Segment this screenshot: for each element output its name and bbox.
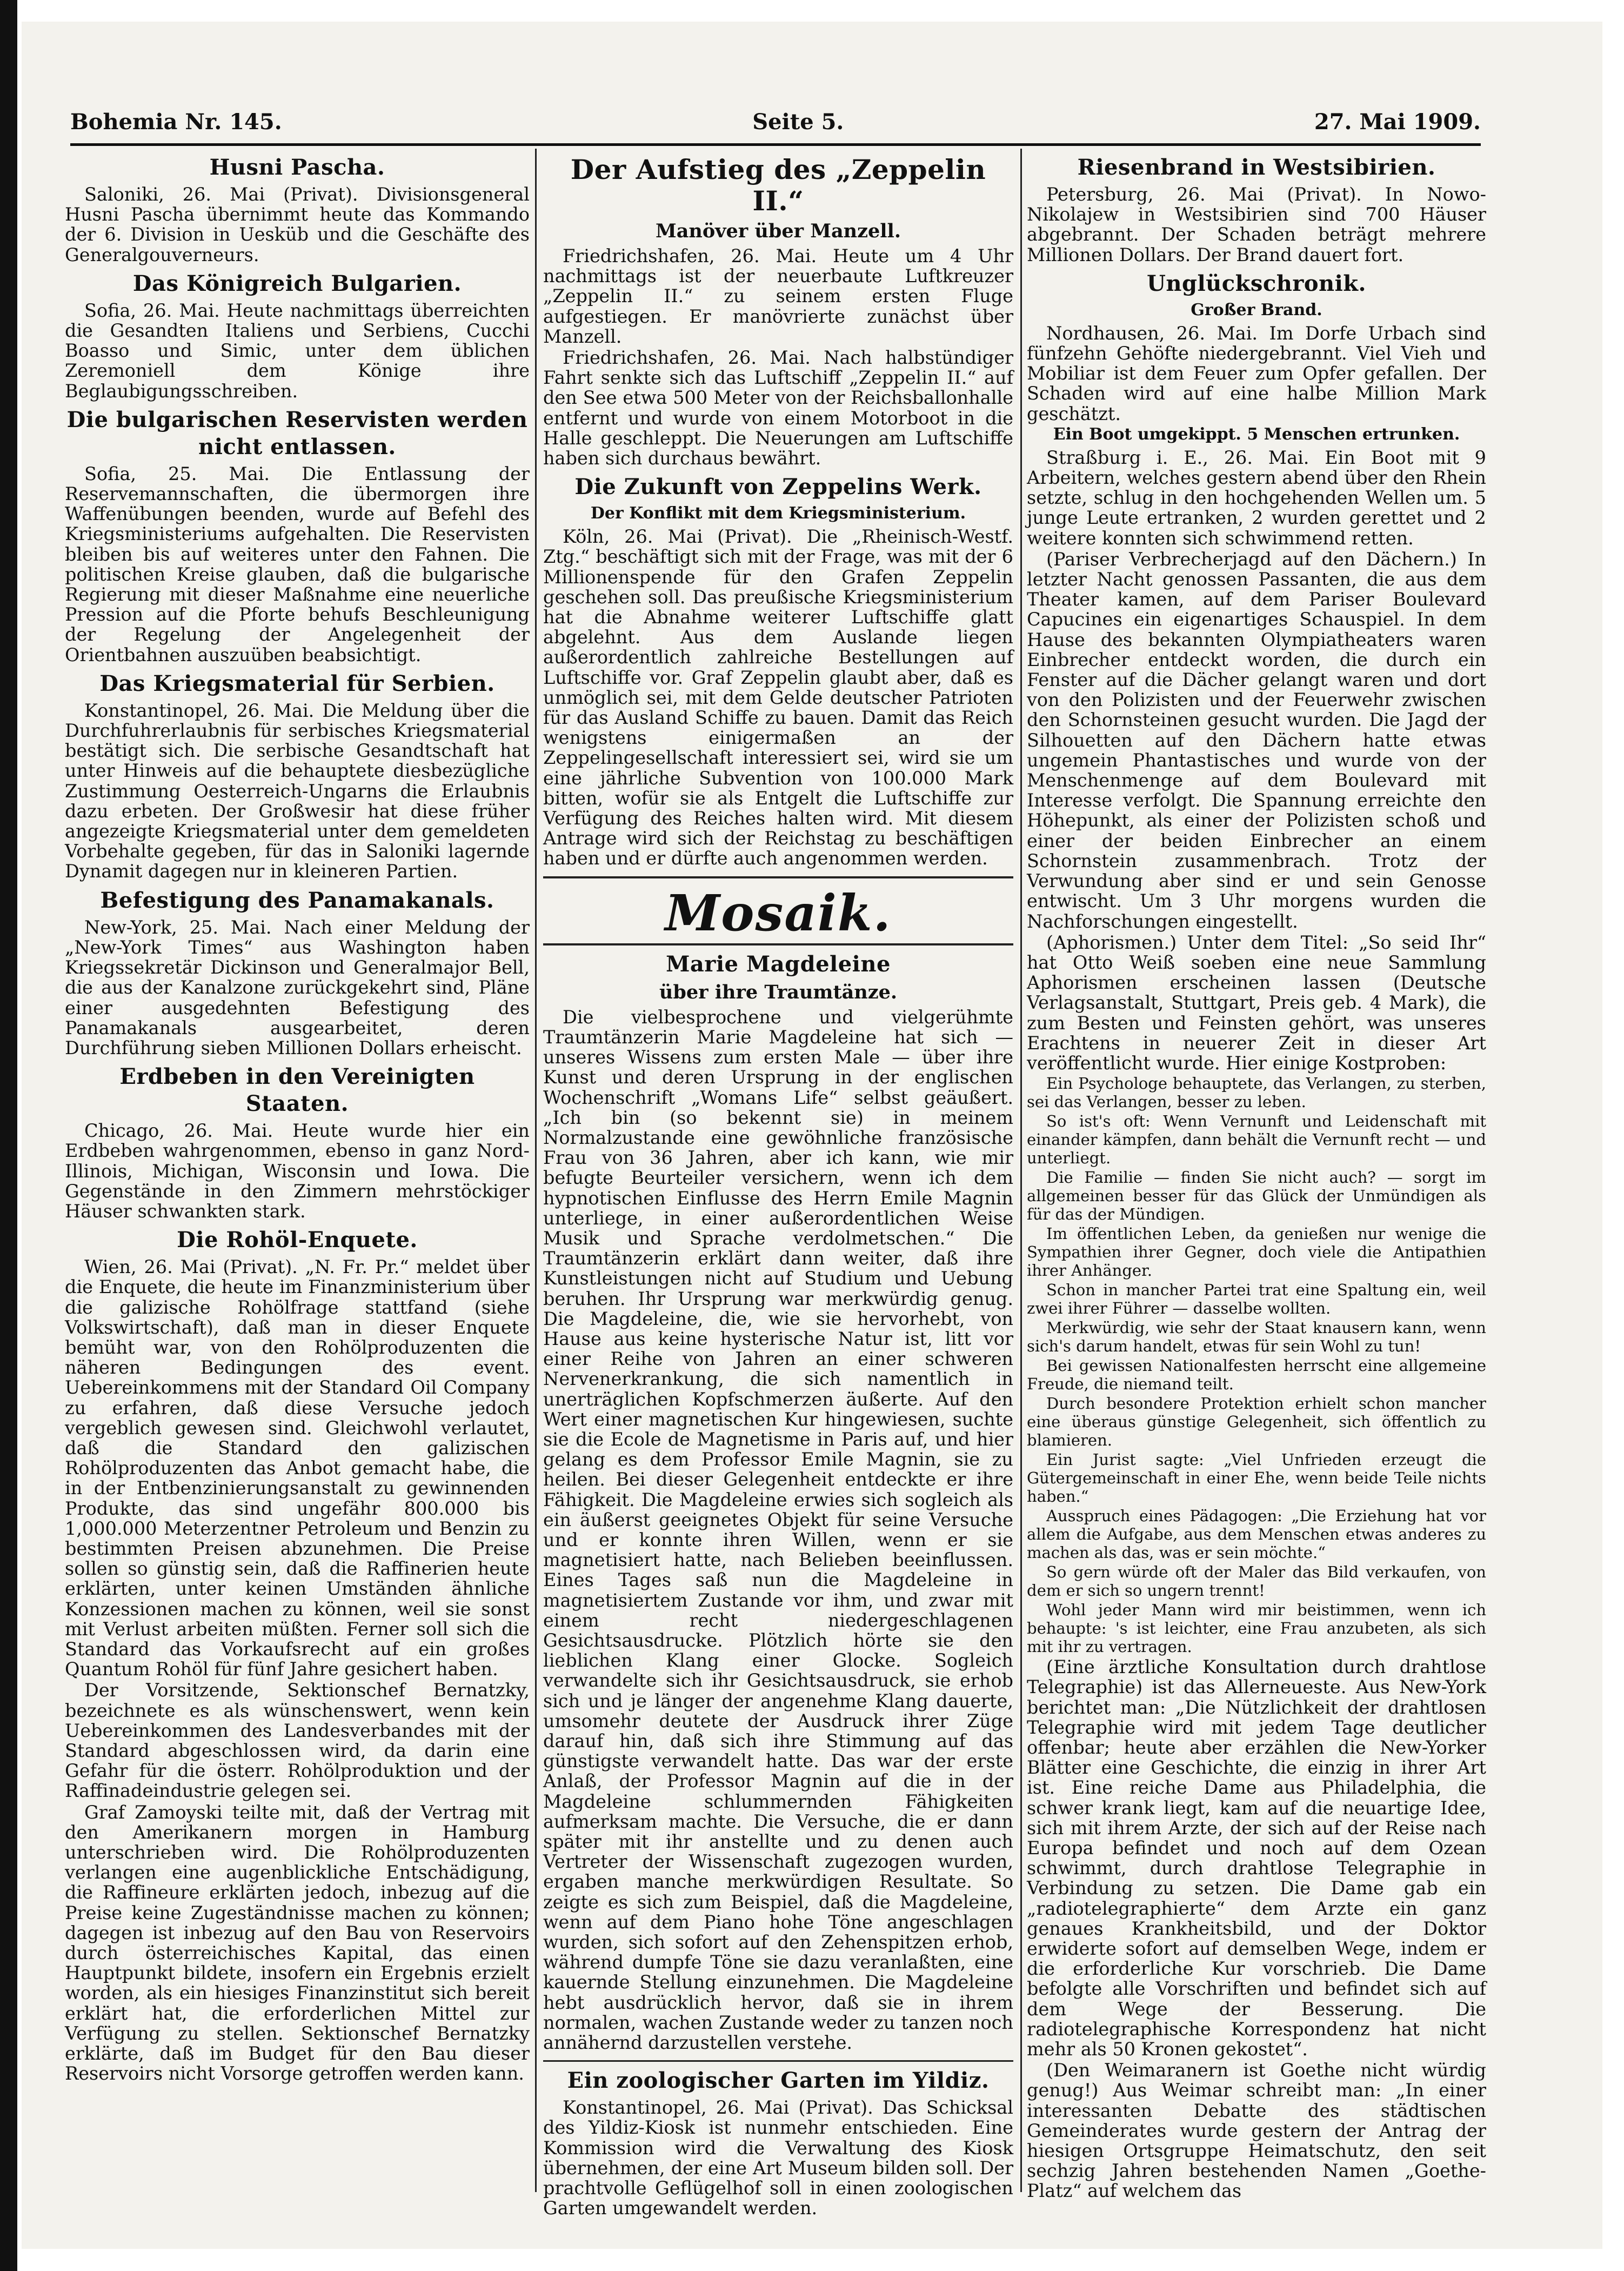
article-text: Die vielbesprochene und vielgerühmte Traumtänzerin Marie Magdeleine hat sich — unseres Wissens zum ersten Male — über ihre Kunst und deren Ursprung in der englischen Wochenschrift „Womans Life“ selbst geäußert. „Ich bin (so bekennt sie) in meinem Normalzustande eine gewöhnliche französische Frau von 36 Jahren, aber ich kann, wie mir befugte Beurteiler versichern, wenn ich dem hypnotischen Einflusse des Herrn Emile Magnin unterliege, in einer außerordentlichen Weise Musik und Sprache verdolmetschen.“ Die Traumtänzerin erklärt dann weiter, daß ihre Kunstleistungen nicht auf Studium und Uebung beruhen. Ihr Ursprung war merkwürdig genug. Die Magdeleine, die, wie sie hervorhebt, von Hause aus keine hysterische Natur ist, litt vor einer Reihe von Jahren an einer schweren Nervenerkrankung, die sich namentlich in unerträglichen Kopfschmerzen äußerte. Auf den Wert einer magnetischen Kur hingewiesen, suchte sie die Ecole de Magnetisme in Paris auf, und hier gelang es dem Professor Emile Magnin, sie zu heilen. Bei dieser Gelegenheit entdeckte er ihre Fähigkeit. Die Magdeleine erwies sich sogleich als ein äußerst geeignetes Objekt für seine Versuche und er konnte ihren Willen, wenn er sie magnetisiert hatte, nach Belieben beeinflussen. Eines Tages saß nun die Magdeleine in magnetisiertem Zustande vor ihm, und zwar mit einem recht niedergeschlagenen Gesichtsausdrucke. Plötzlich hörte sie den lieblichen Klang einer Glocke. Sogleich verwandelte sich ihr Gesichtsausdruck, sie erhob sich und je länger der angenehme Klang dauerte, umsomehr deutete der Ausdruck ihrer Züge darauf hin, daß sich ihre Stimmung auf das günstigste verwandelt hatte. Das war der erste Anlaß, der Professor Magnin auf die in der Magdeleine schlummernden Fähigkeiten aufmerksam machte. Die Versuche, die er dann später mit ihr anstellte und zu denen auch Vertreter der Wissenschaft zugezogen wurden, ergaben manche merkwürdigen Resultate. So zeigte es sich zum Beispiel, daß die Magdeleine, wenn auf dem Piano hohe Töne angeschlagen wurden, sich sofort auf den Zehenspitzen erhob, während dumpfe Töne sie dazu veranlaßten, eine kauernde Stellung einzunehmen. Die Magdeleine hebt ausdrücklich hervor, daß sie in ihrem normalen, wachen Zustande weder zu tanzen noch annähernd darzustellen verstehe. [543, 1006, 1013, 2054]
article-title: Riesenbrand in Westsibirien. [1077, 155, 1436, 180]
article-title: Befestigung des Panamakanals. [100, 887, 494, 913]
article-title: Das Kriegsmaterial für Serbien. [99, 670, 495, 696]
article-title: Das Königreich Bulgarien. [132, 270, 462, 296]
article-title: Die bulgarischen Reservisten werden nicht entlassen. [66, 407, 528, 459]
column-2 [543, 149, 1013, 2219]
article-text: (Pariser Verbrecherjagd auf den Dächern.) In letzter Nacht genossen Passanten, die aus dem Theater kamen, auf dem Pariser Boulevard Capucines ein eigenartiges Schauspiel. In dem Hause des bekannten Olympiatheaters waren Einbrecher entdeckt worden, die durch ein Fenster auf die Dächer gelangt waren und dort von den Polizisten und der Feuerwehr zwischen den Schornsteinen gesucht wurden. Die Jagd der Silhouetten auf den Dächern hatte etwas ungemein Phantastisches und wurde von der Menschenmenge auf dem Boulevard mit Interesse verfolgt. Die Spannung erreichte den Höhepunkt, als einer der Polizisten schoß und einer der beiden Einbrecher an einem Schornstein zusammenbrach. Trotz der Verwundung aber sind er und sein Genosse entwischt. Um 3 Uhr morgens wurden die Nachforschungen eingestellt. [1027, 548, 1486, 932]
article-subtitle: Ein Boot umgekippt. 5 Menschen ertrunken. [1053, 424, 1460, 444]
column-1 [65, 149, 530, 2203]
article-title: Erdbeben in den Vereinigten Staaten. [119, 1064, 475, 1117]
page-header [70, 103, 1481, 141]
article-text: Wien, 26. Mai (Privat). „N. Fr. Pr.“ meldet über die Enquete, die heute im Finanzministerium über die galizische Rohölfrage stattfand (siehe Volkswirtschaft), daß man in dieser Enquete bemüht war, von den Rohölproduzenten die näheren Bedingungen des event. Uebereinkommens mit der Standard Oil Company zu erfahren, daß diese Versuche jedoch vergeblich gewesen sind. Gleichwohl verlautet, daß die Standard den galizischen Rohölproduzenten das Anbot gemacht habe, die in der Entbenzinierungsanstalt zu gewinnenden Produkte, das sind ungefähr 800.000 bis 1,000.000 Meterzentner Petroleum und Benzin zu bestimmten Preisen abzunehmen. Die Preise sollen so günstig sein, daß die Raffinerien heute erklärten, unter keinen Umständen ähnliche Konzessionen machen zu können, weil sie sonst mit Verlust arbeiten müßten. Ferner soll sich die Standard das Vorkaufsrecht auf ein großes Quantum Rohöl für fünf Jahre gesichert haben. [65, 1256, 530, 1680]
article-title: Ein zoologischer Garten im Yildiz. [567, 2068, 990, 2094]
aphorism: Ein Jurist sagte: „Viel Unfrieden erzeugt die Gütergemeinschaft in einer Ehe, wenn beide Teile nichts haben.“ [1027, 1450, 1486, 1506]
article-text: Friedrichshafen, 26. Mai. Heute um 4 Uhr nachmittags ist der neuerbaute Luftkreuzer „Zeppelin II.“ zu seinem ersten Fluge aufgestiegen. Er manövrierte zunächst über Manzell. [543, 245, 1013, 347]
article-text: (Aphorismen.) Unter dem Titel: „So seid Ihr“ hat Otto Weiß soeben eine neue Sammlung Aphorismen erscheinen lassen (Deutsche Verlagsanstalt, Stuttgart, Preis geb. 4 Mark), die zum Besten und Feinsten gehört, was unseres Erachtens in neuerer Zeit in dieser Art veröffentlicht wurde. Hier einige Kostproben: [1027, 931, 1486, 1074]
aphorism: Bei gewissen Nationalfesten herrscht eine allgemeine Freude, die niemand teilt. [1027, 1356, 1486, 1394]
article-text: (Den Weimaranern ist Goethe nicht würdig genug!) Aus Weimar schreibt man: „In einer interessanten Debatte des städtischen Gemeinderates wurde gestern der Antrag der hiesigen Ortsgruppe Heimatschutz, den seit sechzig Jahren bestehenden Namen „Goethe-Platz“ auf welchem das [1027, 2060, 1486, 2202]
header-page-number: Seite 5. [752, 109, 844, 135]
header-rule [70, 143, 1481, 146]
aphorism: Im öffentlichen Leben, da genießen nur wenige die Sympathien ihrer Gegner, doch viele die Antipathien ihrer Anhänger. [1027, 1224, 1486, 1280]
article-subtitle: Großer Brand. [1191, 300, 1322, 319]
column-3 [1027, 149, 1486, 2203]
column-divider-2 [1020, 149, 1022, 2192]
article-title: Die Zukunft von Zeppelins Werk. [574, 474, 982, 500]
article-subtitle: über ihre Traumtänze. [659, 981, 898, 1003]
article-text: Friedrichshafen, 26. Mai. Nach halbstündiger Fahrt senkte sich das Luftschiff „Zeppelin II.“ auf den See etwa 500 Meter von der Reichsballonhalle entfernt und wurde von einem Motorboot in die Halle geschleppt. Die Neuerungen am Luftschiffe haben sich durchaus bewährt. [543, 347, 1013, 469]
aphorism: Durch besondere Protektion erhielt schon mancher eine überaus günstige Gelegenheit, sich öffentlich zu blamieren. [1027, 1394, 1486, 1450]
article-title: Unglückschronik. [1147, 270, 1366, 296]
header-date: 27. Mai 1909. [1314, 109, 1481, 135]
feuilleton-title: Mosaik. [665, 883, 892, 942]
section-rule [543, 2060, 1013, 2062]
aphorism: Ein Psychologe behauptete, das Verlangen, zu sterben, sei das Verlangen, besser zu leben. [1027, 1074, 1486, 1111]
article-text: (Eine ärztliche Konsultation durch drahtlose Telegraphie) ist das Allerneueste. Aus New-York berichtet man: „Die Nützlichkeit der drahtlosen Telegraphie wird mit jedem Tage deutlicher offenbar; heute aber erzählen die New-Yorker Blätter eine Geschichte, die einzig in ihrer Art ist. Eine reiche Dame aus Philadelphia, die schwer krank liegt, kam auf die neuartige Idee, sich mit ihrem Arzte, der sich auf der Reise nach Europa befindet und noch auf dem Ozean schwimmt, durch drahtlose Telegraphie in Verbindung zu setzen. Die Dame gab ein „radiotelegraphierte“ dem Arzte ein ganz genaues Krankheitsbild, und der Doktor erwiderte sofort auf demselben Wege, indem er die erforderliche Kur vorschrieb. Die Dame befolgte alle Vorschriften und befindet sich auf dem Wege der Besserung. Die radiotelegraphische Korrespondenz hat nicht mehr als 50 Kronen gekostet“. [1027, 1656, 1486, 2060]
aphorism: So ist's oft: Wenn Vernunft und Leidenschaft mit einander kämpfen, dann behält die Vernunft recht — und unterliegt. [1027, 1112, 1486, 1168]
article-text: Köln, 26. Mai (Privat). Die „Rheinisch-Westf. Ztg.“ beschäftigt sich mit der Frage, was mit der 6 Millionenspende für den Grafen Zeppelin geschehen soll. Das preußische Kriegsministerium hat die Abnahme weiterer Luftschiffe glatt abgelehnt. Aus dem Auslande liegen außerordentlich zahlreiche Bestellungen auf Luftschiffe vor. Graf Zeppelin glaubt aber, daß es unmöglich sei, mit dem Gelde deutscher Patrioten für das Ausland Schiffe zu bauen. Damit das Reich wenigstens einigermaßen an der Zeppelingesellschaft interessiert sei, wird sie um eine jährliche Subvention von 100.000 Mark bitten, wofür sie als Entgelt die Luftschiffe zur Verfügung des Reiches halten wird. Mit diesem Antrage wird sich der Reichstag zu beschäftigen haben und er dürfte auch angenommen werden. [543, 526, 1013, 869]
article-title: Marie Magdeleine [666, 951, 891, 977]
article-text: Konstantinopel, 26. Mai (Privat). Das Schicksal des Yildiz-Kiosk ist nunmehr entschieden. Eine Kommission wird die Verwaltung des Kiosk übernehmen, der eine Art Museum bilden soll. Der prachtvolle Geflügelhof soll in einen zoologischen Garten umgewandelt werden. [543, 2097, 1013, 2219]
article-text: Graf Zamoyski teilte mit, daß der Vertrag mit den Amerikanern morgen in Hamburg unterschrieben wird. Die Rohölproduzenten verlangen eine augenblickliche Entschädigung, die Raffineure erklärten jedoch, inbezug auf die Preise keine Zugeständnisse machen zu können; dagegen ist inbezug auf den Bau von Reservoirs durch österreichisches Kapital, das einen Hauptpunkt bildete, insofern ein Ergebnis erzielt worden, als ein hiesiges Finanzinstitut sich bereit erklärt hat, die erforderlichen Mittel zur Verfügung zu stellen. Sektionschef Bernatzky erklärte, daß im Budget für den Bau dieser Reservoirs nicht Vorsorge getroffen werden kann. [65, 1801, 530, 2084]
aphorism: Schon in mancher Partei trat eine Spaltung ein, weil zwei ihrer Führer — dasselbe wollten. [1027, 1281, 1486, 1318]
aphorism: Wohl jeder Mann wird mir beistimmen, wenn ich behaupte: 's ist leichter, eine Frau anzubeten, als sich mit ihr zu vertragen. [1027, 1601, 1486, 1656]
article-text: New-York, 25. Mai. Nach einer Meldung der „New-York Times“ aus Washington haben Kriegssekretär Dickinson und Generalmajor Bell, die aus der Kanalzone zurückgekehrt sind, Pläne einer ausgedehnten Befestigung des Panamakanals ausgearbeitet, deren Durchführung sieben Millionen Dollars erheischt. [65, 916, 530, 1058]
aphorism: Ausspruch eines Pädagogen: „Die Erziehung hat vor allem die Aufgabe, aus dem Menschen etwas anderes zu machen als das, was er sein möchte.“ [1027, 1507, 1486, 1562]
article-text: Straßburg i. E., 26. Mai. Ein Boot mit 9 Arbeitern, welches gestern abend über den Rhein setzte, schlug in den hochgehenden Wellen um. 5 junge Leute ertranken, 2 wurden gerettet und 2 weitere konnten sich schwimmend retten. [1027, 447, 1486, 549]
header-issue: Bohemia Nr. 145. [70, 109, 282, 135]
article-subtitle: Der Konflikt mit dem Kriegsministerium. [590, 504, 966, 523]
article-text: Konstantinopel, 26. Mai. Die Meldung über die Durchfuhrerlaubnis für serbisches Kriegsmaterial bestätigt sich. Die serbische Gesandtschaft hat unter Hinweis auf die behauptete diesbezügliche Zustimmung Oesterreich-Ungarns die Erlaubnis dazu erbeten. Der Großwesir hat diese früher angezeigte Kriegsmaterial unter dem gemeldeten Vorbehalte gegeben, für das in Saloniki lagernde Dynamit dagegen nur in kleineren Partien. [65, 700, 530, 882]
article-text: Chicago, 26. Mai. Heute wurde hier ein Erdbeben wahrgenommen, ebenso in ganz Nord-Illinois, Michigan, Wisconsin und Iowa. Die Gegenstände in den Zimmern mehrstöckiger Häuser schwankten stark. [65, 1120, 530, 1222]
scan-edge [0, 0, 17, 2271]
article-title: Die Rohöl-Enquete. [177, 1227, 418, 1253]
article-text: Nordhausen, 26. Mai. Im Dorfe Urbach sind fünfzehn Gehöfte niedergebrannt. Viel Vieh und Mobiliar ist dem Feuer zum Opfer gefallen. Der Schaden wird auf eine halbe Million Mark geschätzt. [1027, 322, 1486, 424]
column-divider-1 [535, 149, 537, 2192]
aphorism: So gern würde oft der Maler das Bild verkaufen, von dem er sich so ungern trennt! [1027, 1563, 1486, 1600]
article-text: Sofia, 26. Mai. Heute nachmittags überreichten die Gesandten Italiens und Serbiens, Cucchi Boasso und Simic, unter dem üblichen Zeremoniell dem Könige ihre Beglaubigungsschreiben. [65, 299, 530, 402]
article-text: Petersburg, 26. Mai (Privat). In Nowo-Nikolajew in Westsibirien sind 700 Häuser abgebrannt. Der Schaden beträgt mehrere Millionen Dollars. Der Brand dauert fort. [1027, 184, 1486, 265]
article-title: Der Aufstieg des „Zeppelin II.“ [570, 154, 986, 217]
feuilleton-banner [543, 876, 1013, 945]
article-text: Saloniki, 26. Mai (Privat). Divisionsgeneral Husni Pascha übernimmt heute das Kommando der 6. Division in Uesküb und die Geschäfte des Generalgouverneurs. [65, 184, 530, 265]
aphorism: Merkwürdig, wie sehr der Staat knausern kann, wenn sich's darum handelt, etwas für sein Wohl zu tun! [1027, 1318, 1486, 1356]
article-text: Sofia, 25. Mai. Die Entlassung der Reservemannschaften, die übermorgen ihre Waffenübungen beenden, wurde auf Befehl des Kriegsministeriums aufgehalten. Die Reservisten bleiben bis auf weiteres unter den Fahnen. Die politischen Kreise glauben, daß die bulgarische Regierung mit dieser Maßnahme eine neuerliche Pression auf die Pforte behufs Beschleunigung der Regelung der Angelegenheit der Orientbahnen auszuüben beabsichtigt. [65, 463, 530, 665]
aphorism: Die Familie — finden Sie nicht auch? — sorgt im allgemeinen besser für das Glück der Unmündigen als für das der Mündigen. [1027, 1168, 1486, 1224]
article-title: Husni Pascha. [209, 155, 385, 180]
article-text: Der Vorsitzende, Sektionschef Bernatzky, bezeichnete es als wünschenswert, wenn kein Uebereinkommen des Landesverbandes mit der Standard abgeschlossen wird, da darin eine Gefahr für die österr. Rohölproduktion und der Raffinadeindustrie gelegen sei. [65, 1680, 530, 1802]
article-subtitle: Manöver über Manzell. [655, 220, 901, 242]
